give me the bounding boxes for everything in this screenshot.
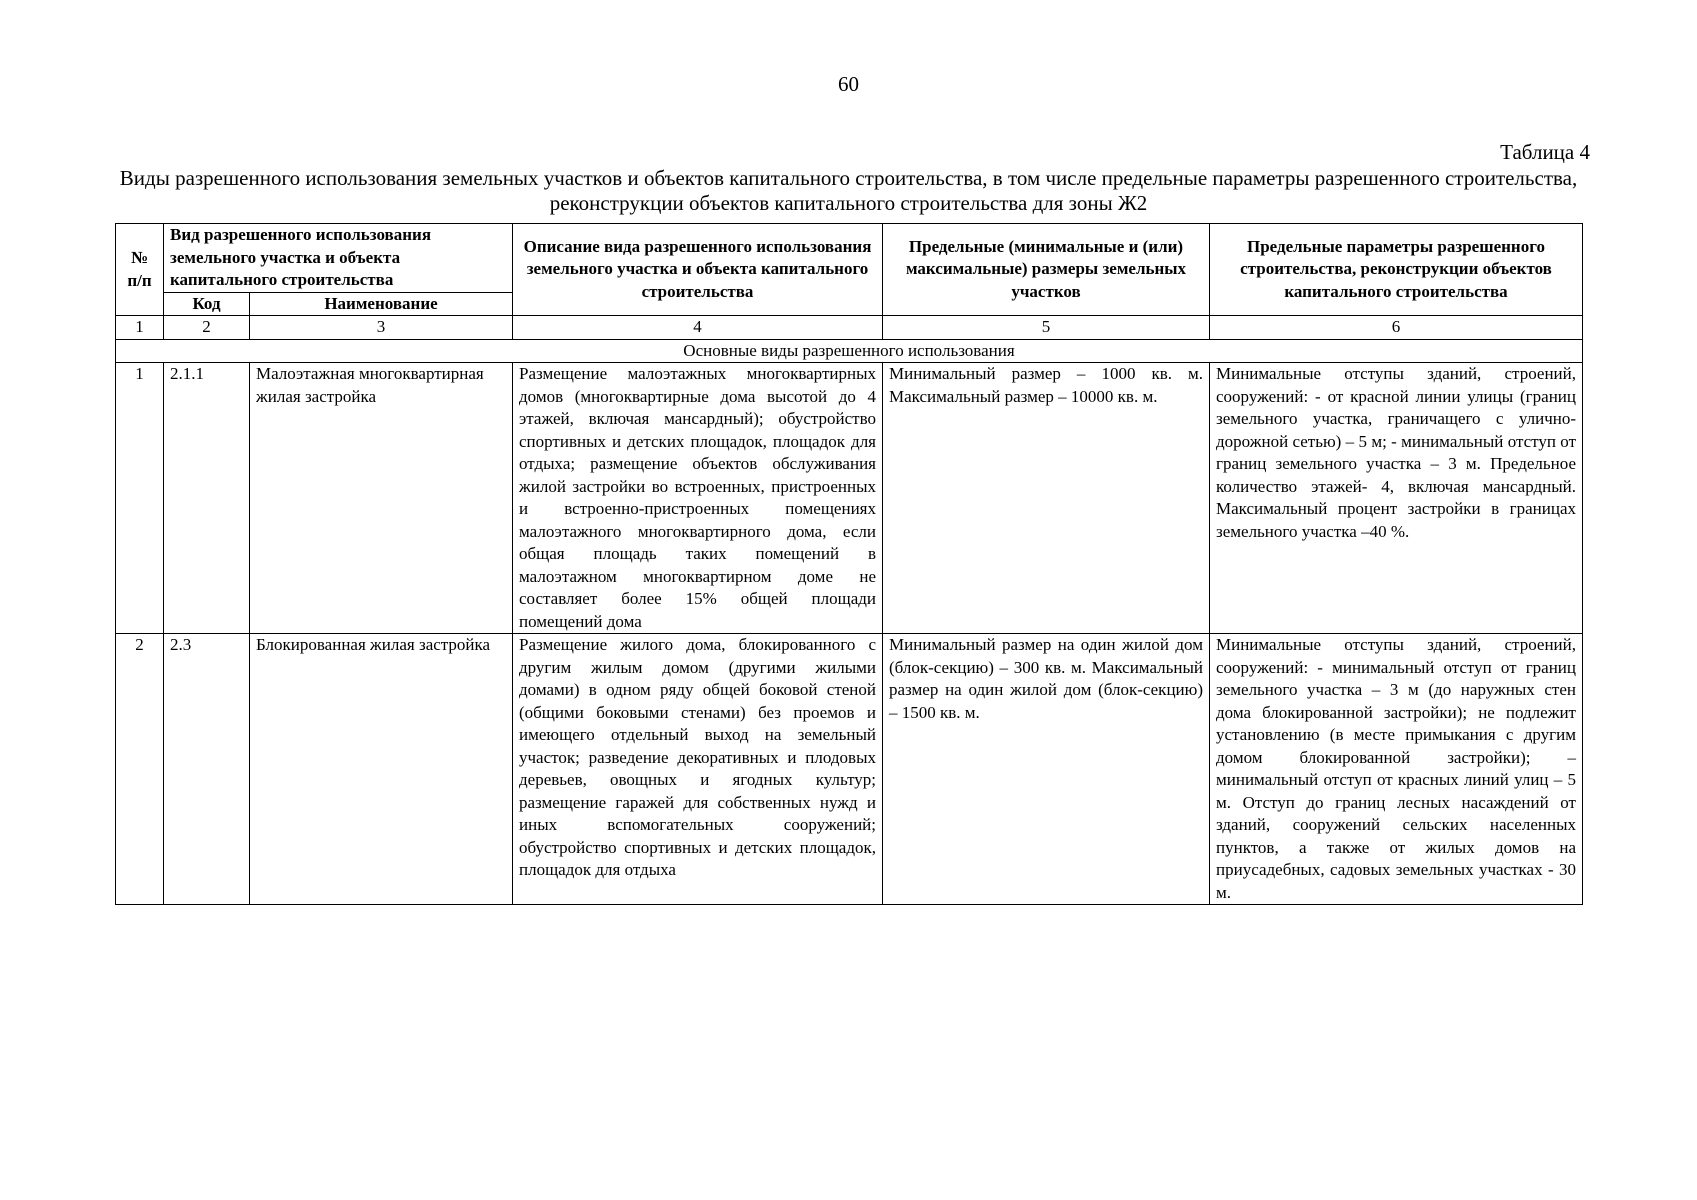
table-row <box>116 634 1583 905</box>
column-number: 1 <box>116 316 164 340</box>
page-number: 60 <box>838 72 859 96</box>
column-number: 4 <box>513 316 883 340</box>
column-number: 5 <box>883 316 1210 340</box>
row-kod: 2.3 <box>164 634 250 905</box>
column-number: 6 <box>1210 316 1583 340</box>
header-name: Наименование <box>250 292 513 316</box>
zoning-table <box>115 223 1583 905</box>
row-desc: Размещение жилого дома, блокированного с другим жилым домом (другими жилыми домами) в одном ряду общей боковой стеной (общими боковыми стенами) без проемов и имеющего отдельный выход на земельный участок; разведение декоративных и плодовых деревьев, овощных и ягодных культур; размещение гаражей для собственных нужд и иных вспомогательных сооружений; обустройство спортивных и детских площадок, площадок для отдыха <box>513 634 883 905</box>
row-params: Минимальные отступы зданий, строений, сооружений: - минимальный отступ от границ земельного участка – 3 м (до наружных стен дома блокированной застройки); не подлежит установлению (в месте примыкания с другим домом блокированной застройки); – минимальный отступ от красных линий улиц – 5 м. Отступ до границ лесных насаждений от зданий, сооружений сельских населенных пунктов, а также от жилых домов на приусадебных, садовых земельных участках - 30 м. <box>1210 634 1583 905</box>
table-title: Виды разрешенного использования земельных участков и объектов капитального строительства, в том числе предельные параметры разрешенного строительства, реконструкции объектов капитального строительства для зоны Ж2 <box>119 166 1578 215</box>
section-row <box>116 339 1583 363</box>
column-number: 2 <box>164 316 250 340</box>
table-label: Таблица 4 <box>1500 140 1590 164</box>
header-num: № п/п <box>116 224 164 316</box>
header-row <box>116 224 1583 293</box>
table-row <box>116 363 1583 634</box>
column-number: 3 <box>250 316 513 340</box>
row-num: 2 <box>116 634 164 905</box>
header-params: Предельные параметры разрешенного строительства, реконструкции объектов капитального строительства <box>1210 224 1583 316</box>
row-params: Минимальные отступы зданий, строений, сооружений: - от красной линии улицы (границ земельного участка, граничащего с улично-дорожной сетью) – 5 м; - минимальный отступ от границ земельного участка – 3 м. Предельное количество этажей- 4, включая мансардный. Максимальный процент застройки в границах земельного участка –40 %. <box>1210 363 1583 634</box>
row-name: Блокированная жилая застройка <box>250 634 513 905</box>
column-numbers-row <box>116 316 1583 340</box>
row-kod: 2.1.1 <box>164 363 250 634</box>
section-title: Основные виды разрешенного использования <box>116 339 1583 363</box>
row-sizes: Минимальный размер – 1000 кв. м. Максимальный размер – 10000 кв. м. <box>883 363 1210 634</box>
row-sizes: Минимальный размер на один жилой дом (блок-секцию) – 300 кв. м. Максимальный размер на один жилой дом (блок-секцию) – 1500 кв. м. <box>883 634 1210 905</box>
header-kod: Код <box>164 292 250 316</box>
row-num: 1 <box>116 363 164 634</box>
header-vid: Вид разрешенного использования земельного участка и объекта капитального строительства <box>164 224 513 293</box>
row-desc: Размещение малоэтажных многоквартирных домов (многоквартирные дома высотой до 4 этажей, включая мансардный); обустройство спортивных и детских площадок, площадок для отдыха; размещение объектов обслуживания жилой застройки во встроенных, пристроенных и встроенно-пристроенных помещениях малоэтажного многоквартирного дома, если общая площадь таких помещений в малоэтажном многоквартирном доме не составляет более 15% общей площади помещений дома <box>513 363 883 634</box>
header-sizes: Предельные (минимальные и (или) максимальные) размеры земельных участков <box>883 224 1210 316</box>
row-name: Малоэтажная многоквартирная жилая застройка <box>250 363 513 634</box>
header-desc: Описание вида разрешенного использования земельного участка и объекта капитального строительства <box>513 224 883 316</box>
